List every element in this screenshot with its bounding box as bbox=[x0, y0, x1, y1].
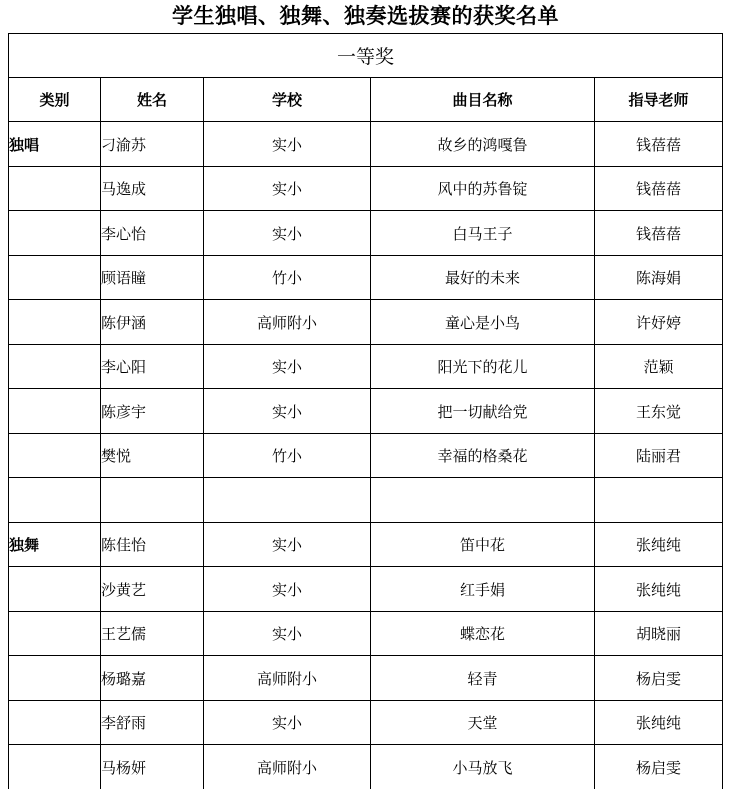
school-cell: 实小 bbox=[204, 523, 371, 567]
school-cell: 竹小 bbox=[204, 434, 371, 478]
table-row bbox=[9, 745, 723, 790]
name-cell: 李舒雨 bbox=[101, 701, 204, 745]
teacher-cell: 钱蓓蓓 bbox=[595, 167, 723, 211]
school-cell: 实小 bbox=[204, 167, 371, 211]
teacher-cell: 王东觉 bbox=[595, 389, 723, 434]
name-cell: 王艺儒 bbox=[101, 612, 204, 656]
teacher-cell: 钱蓓蓓 bbox=[595, 122, 723, 167]
name-cell: 李心阳 bbox=[101, 345, 204, 389]
table-row bbox=[9, 434, 723, 478]
column-header-category: 类别 bbox=[9, 78, 101, 122]
category-cell bbox=[9, 389, 101, 434]
name-cell: 马杨妍 bbox=[101, 745, 204, 790]
category-cell bbox=[9, 745, 101, 790]
piece-cell: 阳光下的花儿 bbox=[371, 345, 595, 389]
piece-cell: 童心是小鸟 bbox=[371, 300, 595, 345]
table-row bbox=[9, 523, 723, 567]
table-row bbox=[9, 167, 723, 211]
name-cell bbox=[101, 478, 204, 523]
school-cell: 实小 bbox=[204, 567, 371, 612]
piece-cell: 红手娟 bbox=[371, 567, 595, 612]
table-row bbox=[9, 211, 723, 256]
category-cell bbox=[9, 345, 101, 389]
name-cell: 刁渝苏 bbox=[101, 122, 204, 167]
piece-cell: 把一切献给党 bbox=[371, 389, 595, 434]
piece-cell: 轻青 bbox=[371, 656, 595, 701]
column-header-name: 姓名 bbox=[101, 78, 204, 122]
teacher-cell: 许妤婷 bbox=[595, 300, 723, 345]
table-row bbox=[9, 612, 723, 656]
teacher-cell: 钱蓓蓓 bbox=[595, 211, 723, 256]
name-cell: 陈彦宇 bbox=[101, 389, 204, 434]
piece-cell bbox=[371, 478, 595, 523]
category-cell: 独舞 bbox=[9, 523, 101, 567]
name-cell: 陈伊涵 bbox=[101, 300, 204, 345]
name-cell: 杨璐嘉 bbox=[101, 656, 204, 701]
column-header-piece: 曲目名称 bbox=[371, 78, 595, 122]
table-row bbox=[9, 345, 723, 389]
piece-cell: 最好的未来 bbox=[371, 256, 595, 300]
category-cell bbox=[9, 434, 101, 478]
teacher-cell: 张纯纯 bbox=[595, 701, 723, 745]
piece-cell: 天堂 bbox=[371, 701, 595, 745]
teacher-cell: 胡晓丽 bbox=[595, 612, 723, 656]
school-cell: 实小 bbox=[204, 345, 371, 389]
table-row bbox=[9, 478, 723, 523]
piece-cell: 故乡的鸿嘎鲁 bbox=[371, 122, 595, 167]
school-cell: 实小 bbox=[204, 389, 371, 434]
school-cell: 实小 bbox=[204, 211, 371, 256]
school-cell: 实小 bbox=[204, 701, 371, 745]
header-row bbox=[9, 78, 723, 122]
teacher-cell bbox=[595, 478, 723, 523]
category-cell bbox=[9, 656, 101, 701]
teacher-cell: 张纯纯 bbox=[595, 567, 723, 612]
piece-cell: 风中的苏鲁锭 bbox=[371, 167, 595, 211]
award-level-row bbox=[9, 34, 723, 78]
table-row bbox=[9, 656, 723, 701]
school-cell bbox=[204, 478, 371, 523]
school-cell: 高师附小 bbox=[204, 745, 371, 790]
table-row bbox=[9, 122, 723, 167]
category-cell bbox=[9, 701, 101, 745]
category-cell bbox=[9, 167, 101, 211]
teacher-cell: 范颖 bbox=[595, 345, 723, 389]
column-header-school: 学校 bbox=[204, 78, 371, 122]
teacher-cell: 陈海娟 bbox=[595, 256, 723, 300]
column-header-teacher: 指导老师 bbox=[595, 78, 723, 122]
award-list-table bbox=[8, 33, 723, 789]
award-level-caption: 一等奖 bbox=[9, 34, 723, 78]
school-cell: 高师附小 bbox=[204, 656, 371, 701]
name-cell: 陈佳怡 bbox=[101, 523, 204, 567]
teacher-cell: 陆丽君 bbox=[595, 434, 723, 478]
category-cell bbox=[9, 478, 101, 523]
table-row bbox=[9, 701, 723, 745]
category-cell bbox=[9, 256, 101, 300]
school-cell: 实小 bbox=[204, 122, 371, 167]
teacher-cell: 杨启雯 bbox=[595, 745, 723, 790]
category-cell: 独唱 bbox=[9, 122, 101, 167]
table-row bbox=[9, 300, 723, 345]
name-cell: 李心怡 bbox=[101, 211, 204, 256]
piece-cell: 蝶恋花 bbox=[371, 612, 595, 656]
table-row bbox=[9, 567, 723, 612]
name-cell: 马逸成 bbox=[101, 167, 204, 211]
piece-cell: 幸福的格桑花 bbox=[371, 434, 595, 478]
category-cell bbox=[9, 612, 101, 656]
piece-cell: 小马放飞 bbox=[371, 745, 595, 790]
name-cell: 顾语瞳 bbox=[101, 256, 204, 300]
document-title: 学生独唱、独舞、独奏选拔赛的获奖名单 bbox=[172, 3, 559, 28]
category-cell bbox=[9, 567, 101, 612]
piece-cell: 笛中花 bbox=[371, 523, 595, 567]
school-cell: 实小 bbox=[204, 612, 371, 656]
school-cell: 高师附小 bbox=[204, 300, 371, 345]
category-cell bbox=[9, 300, 101, 345]
school-cell: 竹小 bbox=[204, 256, 371, 300]
teacher-cell: 杨启雯 bbox=[595, 656, 723, 701]
table-row bbox=[9, 389, 723, 434]
table-row bbox=[9, 256, 723, 300]
piece-cell: 白马王子 bbox=[371, 211, 595, 256]
name-cell: 樊悦 bbox=[101, 434, 204, 478]
name-cell: 沙黄艺 bbox=[101, 567, 204, 612]
category-cell bbox=[9, 211, 101, 256]
teacher-cell: 张纯纯 bbox=[595, 523, 723, 567]
